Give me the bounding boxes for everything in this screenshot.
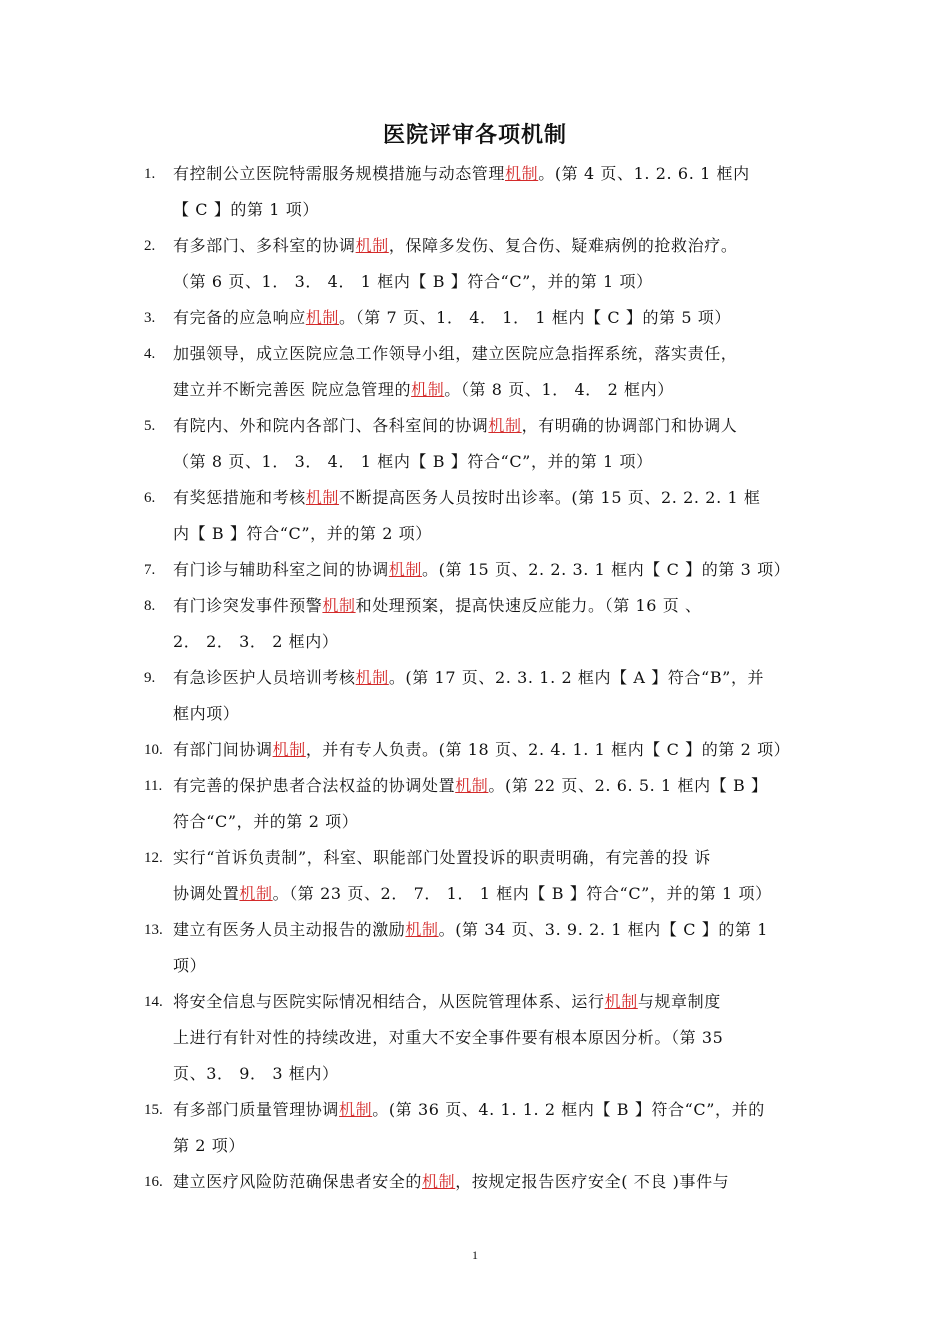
list-item [0, 1164, 950, 1200]
list-item [0, 1092, 950, 1164]
document-title: 医院评审各项机制 [382, 123, 567, 148]
item-text-line [173, 912, 813, 948]
text-segment: ，保障多发伤、复合伤、疑难病例的抢救治疗。 [388, 236, 738, 255]
highlighted-term: 机制 [339, 1100, 373, 1119]
text-segment: 。(第 34 页、3. 9. 2. 1 框内【 C 】的第 1 [438, 920, 768, 939]
item-text-line [173, 948, 813, 984]
item-number: 15. [144, 1102, 163, 1118]
page-number: 1 [472, 1248, 478, 1262]
highlighted-term: 机制 [455, 776, 489, 795]
item-number: 5. [144, 418, 156, 434]
text-segment: 有完备的应急响应 [173, 308, 306, 327]
list-item [0, 660, 950, 732]
text-segment: 和处理预案，提高快速反应能力。（第 16 页 、 [355, 596, 702, 615]
text-segment: 有门诊与辅助科室之间的协调 [173, 560, 389, 579]
text-segment: 有部门间协调 [173, 740, 273, 759]
text-segment: 内【 B 】符合“C”，并的第 2 项） [173, 524, 432, 543]
item-number: 12. [144, 850, 163, 866]
list-item [0, 984, 950, 1092]
highlighted-term: 机制 [272, 740, 306, 759]
item-text-line [173, 516, 813, 552]
highlighted-term: 机制 [422, 1172, 456, 1191]
item-text-line [173, 1164, 813, 1200]
text-segment: 。（第 8 页、1． 4． 2 框内） [444, 380, 674, 399]
item-text-line [173, 624, 813, 660]
highlighted-term: 机制 [604, 992, 638, 1011]
list-item [0, 336, 950, 408]
item-text-line [173, 840, 813, 876]
item-number: 10. [144, 742, 163, 758]
text-segment: 。(第 17 页、2. 3. 1. 2 框内【 A 】符合“B”，并 [388, 668, 765, 687]
highlighted-term: 机制 [305, 308, 340, 327]
item-text-line [173, 1128, 813, 1164]
item-text-line [173, 984, 813, 1020]
item-number: 6. [144, 490, 156, 506]
highlighted-term: 机制 [388, 560, 423, 579]
list-item [0, 732, 950, 768]
item-number: 14. [144, 994, 163, 1010]
highlighted-term: 机制 [405, 920, 439, 939]
text-segment: 协调处置 [173, 884, 240, 903]
text-segment: 【 C 】的第 1 项） [173, 200, 319, 219]
item-text-line [173, 192, 813, 228]
item-number: 3. [144, 310, 156, 326]
item-text-line [173, 480, 813, 516]
item-text-line [173, 336, 813, 372]
item-text-line [173, 660, 813, 696]
text-segment: 第 2 项） [173, 1136, 245, 1155]
text-segment: 有多部门质量管理协调 [173, 1100, 340, 1119]
item-text-line [173, 768, 813, 804]
list-item [0, 228, 950, 300]
highlighted-term: 机制 [488, 416, 522, 435]
item-text-line [173, 444, 813, 480]
item-number: 9. [144, 670, 156, 686]
text-segment: 建立有医务人员主动报告的激励 [173, 920, 406, 939]
text-segment: ，有明确的协调部门和协调人 [521, 416, 738, 435]
text-segment: 建立并不断完善医 院应急管理的 [173, 380, 412, 399]
item-number: 16. [144, 1174, 163, 1190]
item-text-line [173, 156, 813, 192]
list-item [0, 912, 950, 984]
item-text-line [173, 876, 813, 912]
text-segment: 。（第 23 页、2． 7． 1． 1 框内【 B 】符合“C”，并的第 1 项） [272, 884, 772, 903]
item-number: 2. [144, 238, 156, 254]
text-segment: 有急诊医护人员培训考核 [173, 668, 356, 687]
item-text-line [173, 1056, 813, 1092]
item-number: 4. [144, 346, 156, 362]
item-number: 11. [144, 778, 163, 794]
item-text-line [173, 228, 813, 264]
text-segment: 页、3． 9． 3 框内） [173, 1064, 339, 1083]
text-segment: 有门诊突发事件预警 [173, 596, 323, 615]
text-segment: 有院内、外和院内各部门、各科室间的协调 [173, 416, 489, 435]
text-segment: 与规章制度 [637, 992, 721, 1011]
text-segment: ，按规定报告医疗安全( 不良 )事件与 [455, 1172, 730, 1191]
text-segment: 框内项） [173, 704, 240, 723]
highlighted-term: 机制 [305, 488, 340, 507]
text-segment: 。(第 4 页、1. 2. 6. 1 框内 [538, 164, 750, 183]
highlighted-term: 机制 [239, 884, 273, 903]
list-item [0, 480, 950, 552]
item-text-line [173, 552, 813, 588]
text-segment: 有完善的保护患者合法权益的协调处置 [173, 776, 456, 795]
item-number: 8. [144, 598, 156, 614]
item-number: 7. [144, 562, 156, 578]
item-text-line [173, 804, 813, 840]
text-segment: 符合“C”，并的第 2 项） [173, 812, 359, 831]
highlighted-term: 机制 [505, 164, 539, 183]
list-item [0, 552, 950, 588]
text-segment: 项） [173, 956, 207, 975]
text-segment: ，并有专人负责。(第 18 页、2. 4. 1. 1 框内【 C 】的第 2 项） [305, 740, 791, 759]
text-segment: 2． 2． 3． 2 框内） [173, 632, 339, 651]
item-number: 13. [144, 922, 163, 938]
text-segment: 上进行有针对性的持续改进，对重大不安全事件要有根本原因分析。（第 35 [173, 1028, 724, 1047]
item-text-line [173, 300, 813, 336]
item-text-line [173, 696, 813, 732]
text-segment: 实行“首诉负责制”，科室、职能部门处置投诉的职责明确，有完善的投 诉 [173, 848, 711, 867]
item-text-line [173, 372, 813, 408]
list-item [0, 588, 950, 660]
text-segment: 加强领导，成立医院应急工作领导小组，建立医院应急指挥系统，落实责任， [173, 344, 738, 363]
text-segment: 不断提高医务人员按时出诊率。(第 15 页、2. 2. 2. 1 框 [339, 488, 761, 507]
text-segment: 。（第 7 页、1． 4． 1． 1 框内【 C 】的第 5 项） [339, 308, 731, 327]
text-segment: 。(第 22 页、2. 6. 5. 1 框内【 B 】 [488, 776, 768, 795]
item-text-line [173, 408, 813, 444]
text-segment: （第 8 页、1． 3． 4． 1 框内【 B 】符合“C”，并的第 1 项） [173, 452, 653, 471]
item-text-line [173, 264, 813, 300]
text-segment: 建立医疗风险防范确保患者安全的 [173, 1172, 423, 1191]
item-text-line [173, 1020, 813, 1056]
list-item [0, 768, 950, 840]
text-segment: 将安全信息与医院实际情况相结合，从医院管理体系、运行 [173, 992, 605, 1011]
text-segment: 有多部门、多科室的协调 [173, 236, 356, 255]
highlighted-term: 机制 [355, 668, 389, 687]
item-text-line [173, 1092, 813, 1128]
item-text-line [173, 588, 813, 624]
list-item [0, 300, 950, 336]
list-item [0, 408, 950, 480]
highlighted-term: 机制 [322, 596, 356, 615]
list-item [0, 156, 950, 228]
text-segment: 有奖惩措施和考核 [173, 488, 306, 507]
highlighted-term: 机制 [411, 380, 445, 399]
item-number: 1. [144, 166, 156, 182]
text-segment: （第 6 页、1． 3． 4． 1 框内【 B 】符合“C”，并的第 1 项） [173, 272, 653, 291]
list-item [0, 840, 950, 912]
text-segment: 。(第 36 页、4. 1. 1. 2 框内【 B 】符合“C”，并的 [372, 1100, 765, 1119]
item-text-line [173, 732, 813, 768]
text-segment: 有控制公立医院特需服务规模措施与动态管理 [173, 164, 506, 183]
text-segment: 。(第 15 页、2. 2. 3. 1 框内【 C 】的第 3 项） [422, 560, 791, 579]
highlighted-term: 机制 [355, 236, 389, 255]
